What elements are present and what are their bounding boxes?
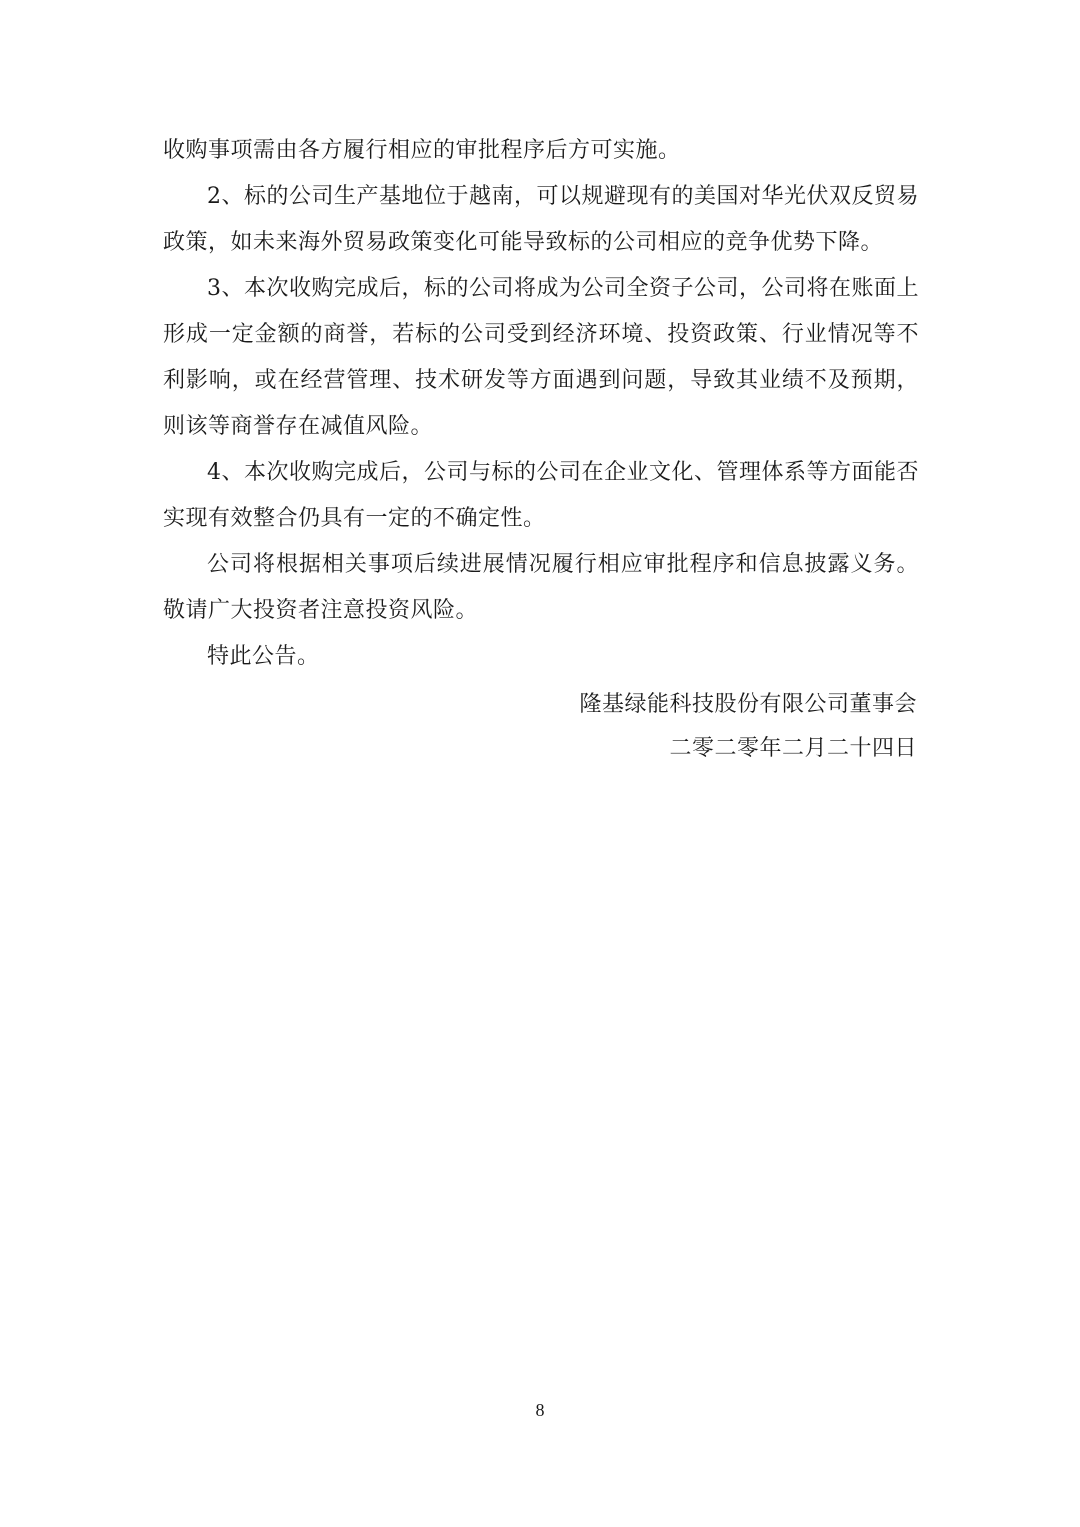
paragraph-item-2: 2、标的公司生产基地位于越南，可以规避现有的美国对华光伏双反贸易政策，如未来海外贸易政策变化可能导致标的公司相应的竞争优势下降。	[163, 184, 919, 255]
signature-company: 隆基绿能科技股份有限公司董事会	[579, 692, 917, 717]
signature-block	[579, 683, 917, 771]
announcement-body	[163, 128, 919, 680]
page-number: 8	[535, 1400, 545, 1420]
paragraph-item-3: 3、本次收购完成后，标的公司将成为公司全资子公司，公司将在账面上形成一定金额的商誉，若标的公司受到经济环境、投资政策、行业情况等不利影响，或在经营管理、技术研发等方面遇到问题，导致其业绩不及预期，则该等商誉存在减值风险。	[163, 276, 919, 439]
paragraph-disclosure: 公司将根据相关事项后续进展情况履行相应审批程序和信息披露义务。敬请广大投资者注意投资风险。	[163, 552, 919, 623]
paragraph-closing: 特此公告。	[207, 644, 320, 669]
signature-date: 二零二零年二月二十四日	[669, 736, 917, 761]
paragraph-item-4: 4、本次收购完成后，公司与标的公司在企业文化、管理体系等方面能否实现有效整合仍具有一定的不确定性。	[163, 460, 919, 531]
paragraph-continuation: 收购事项需由各方履行相应的审批程序后方可实施。	[163, 138, 681, 163]
